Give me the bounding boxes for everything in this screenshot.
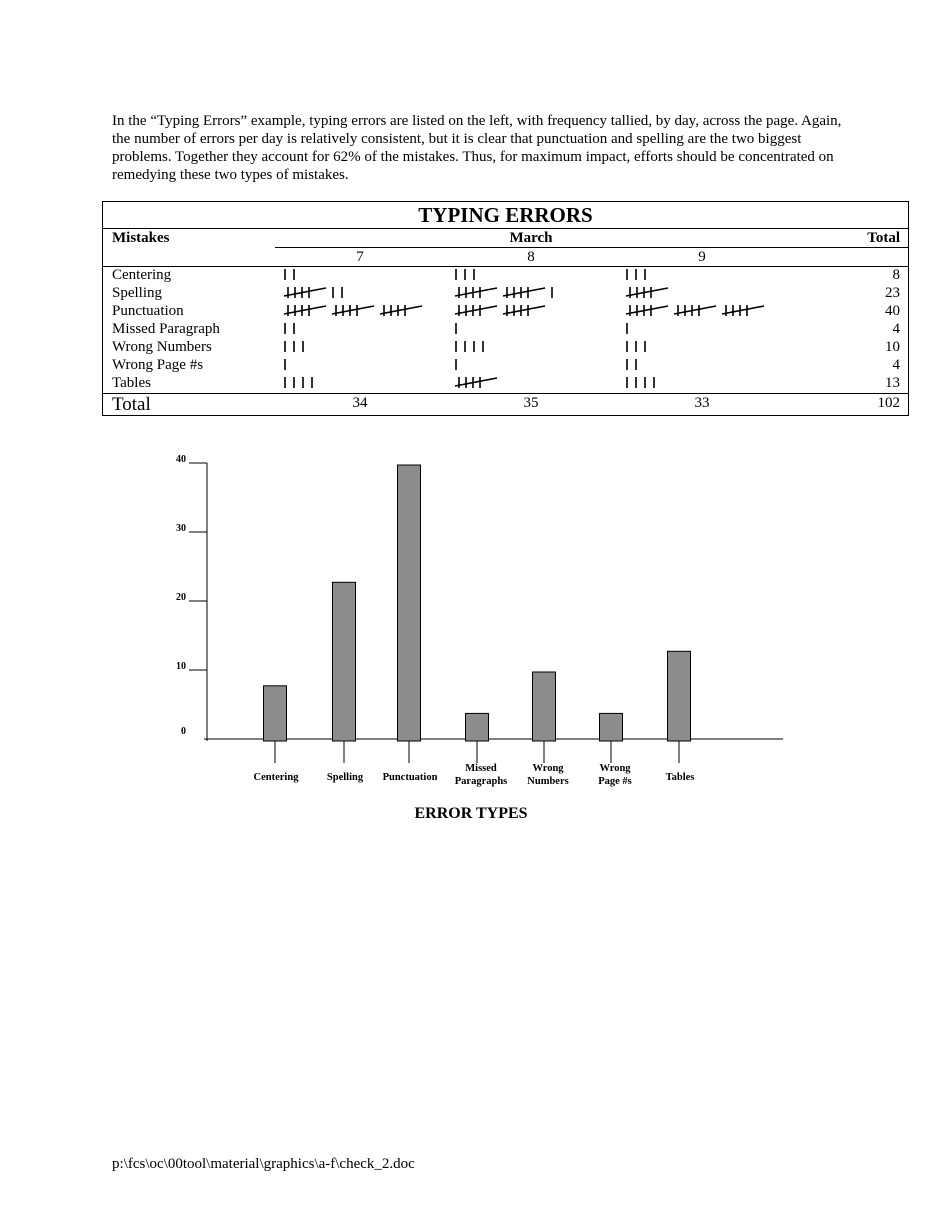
category-label: Tables bbox=[665, 772, 695, 783]
total-divider bbox=[103, 393, 908, 394]
tally-group bbox=[455, 287, 552, 298]
tally-group bbox=[627, 341, 645, 352]
tally-slash bbox=[284, 306, 326, 314]
tally-slash bbox=[332, 306, 374, 314]
tally-slash bbox=[380, 306, 422, 314]
row-total-centering: 8 bbox=[892, 267, 900, 283]
row-label-centering: Centering bbox=[112, 267, 172, 283]
bar bbox=[600, 713, 623, 741]
tally-slash bbox=[284, 288, 326, 296]
day-total-7: 34 bbox=[352, 395, 368, 411]
error-types-chart bbox=[0, 430, 950, 840]
category-label: Wrong bbox=[599, 763, 631, 774]
tally-group bbox=[285, 269, 294, 280]
bar bbox=[533, 672, 556, 741]
tally-group bbox=[455, 305, 545, 316]
day-9: 9 bbox=[698, 249, 706, 265]
bar bbox=[398, 465, 421, 741]
header-total: Total bbox=[867, 230, 900, 246]
tally-group bbox=[626, 305, 764, 316]
bar bbox=[333, 582, 356, 741]
day-7: 7 bbox=[356, 249, 364, 265]
tally-slash bbox=[722, 306, 764, 314]
y-tick-label: 40 bbox=[176, 454, 186, 465]
tally-group bbox=[455, 377, 497, 388]
file-path-footer: p:\fcs\oc\00tool\material\graphics\a-f\check_2.doc bbox=[112, 1156, 415, 1172]
tally-group bbox=[627, 377, 654, 388]
row-total-spelling: 23 bbox=[885, 285, 900, 301]
tally-slash bbox=[503, 288, 545, 296]
tally-group bbox=[284, 287, 342, 298]
tally-group bbox=[626, 287, 668, 298]
grand-total: 102 bbox=[877, 395, 900, 411]
category-label: Missed bbox=[465, 763, 497, 774]
x-axis-title: ERROR TYPES bbox=[414, 805, 528, 822]
tally-group bbox=[285, 323, 294, 334]
header-month: March bbox=[509, 230, 553, 246]
total-label: Total bbox=[112, 394, 151, 415]
tally-group bbox=[285, 341, 303, 352]
row-total-wrong-numbers: 10 bbox=[885, 339, 900, 355]
row-total-tables: 13 bbox=[885, 375, 900, 391]
row-total-missed-paragraph: 4 bbox=[892, 321, 900, 337]
category-label: Spelling bbox=[326, 772, 364, 783]
tally-slash bbox=[503, 306, 545, 314]
tally-marks bbox=[103, 202, 908, 415]
row-label-tables: Tables bbox=[112, 375, 151, 391]
tally-slash bbox=[626, 306, 668, 314]
row-label-spelling: Spelling bbox=[112, 285, 163, 301]
y-tick-label: 30 bbox=[176, 523, 186, 534]
tally-slash bbox=[455, 378, 497, 386]
bar bbox=[466, 713, 489, 741]
tally-group bbox=[456, 341, 483, 352]
y-tick-label: 20 bbox=[176, 592, 186, 603]
category-label: Punctuation bbox=[382, 772, 438, 783]
row-label-punctuation: Punctuation bbox=[112, 303, 184, 319]
category-label: Centering bbox=[253, 772, 299, 783]
tally-group bbox=[627, 359, 636, 370]
y-tick-label: 0 bbox=[181, 726, 186, 737]
bar bbox=[264, 686, 287, 741]
row-total-punctuation: 40 bbox=[885, 303, 900, 319]
tally-slash bbox=[674, 306, 716, 314]
table-title: TYPING ERRORS bbox=[418, 203, 593, 227]
tally-slash bbox=[455, 288, 497, 296]
category-label: Wrong bbox=[532, 763, 564, 774]
tally-group bbox=[285, 377, 312, 388]
category-label: Numbers bbox=[527, 776, 569, 787]
day-8: 8 bbox=[527, 249, 535, 265]
bar bbox=[668, 651, 691, 741]
day-total-9: 33 bbox=[694, 395, 710, 411]
tally-slash bbox=[455, 306, 497, 314]
category-label: Page #s bbox=[598, 776, 632, 787]
tally-group bbox=[627, 269, 645, 280]
intro-paragraph: In the “Typing Errors” example, typing errors are listed on the left, with frequency tallied, by day, across the page. Again, the number of errors per day is relatively consistent, but it is clear that punctuation and spelling are the two biggest problems. Together they account for 62% of the mistakes. Thus, for maximum impact, efforts should be concentrated on remedying these two types of mistakes. bbox=[112, 113, 842, 183]
row-label-wrong-page: Wrong Page #s bbox=[112, 357, 204, 373]
tally-group bbox=[456, 269, 474, 280]
row-label-missed-paragraph: Missed Paragraph bbox=[112, 321, 220, 337]
row-total-wrong-page: 4 bbox=[892, 357, 900, 373]
row-label-wrong-numbers: Wrong Numbers bbox=[112, 339, 212, 355]
header-mistakes: Mistakes bbox=[112, 230, 170, 246]
tally-slash bbox=[626, 288, 668, 296]
y-tick-label: 10 bbox=[176, 661, 186, 672]
category-label: Paragraphs bbox=[454, 776, 508, 787]
typing-errors-table bbox=[102, 201, 909, 416]
tally-group bbox=[284, 305, 422, 316]
day-total-8: 35 bbox=[523, 395, 539, 411]
